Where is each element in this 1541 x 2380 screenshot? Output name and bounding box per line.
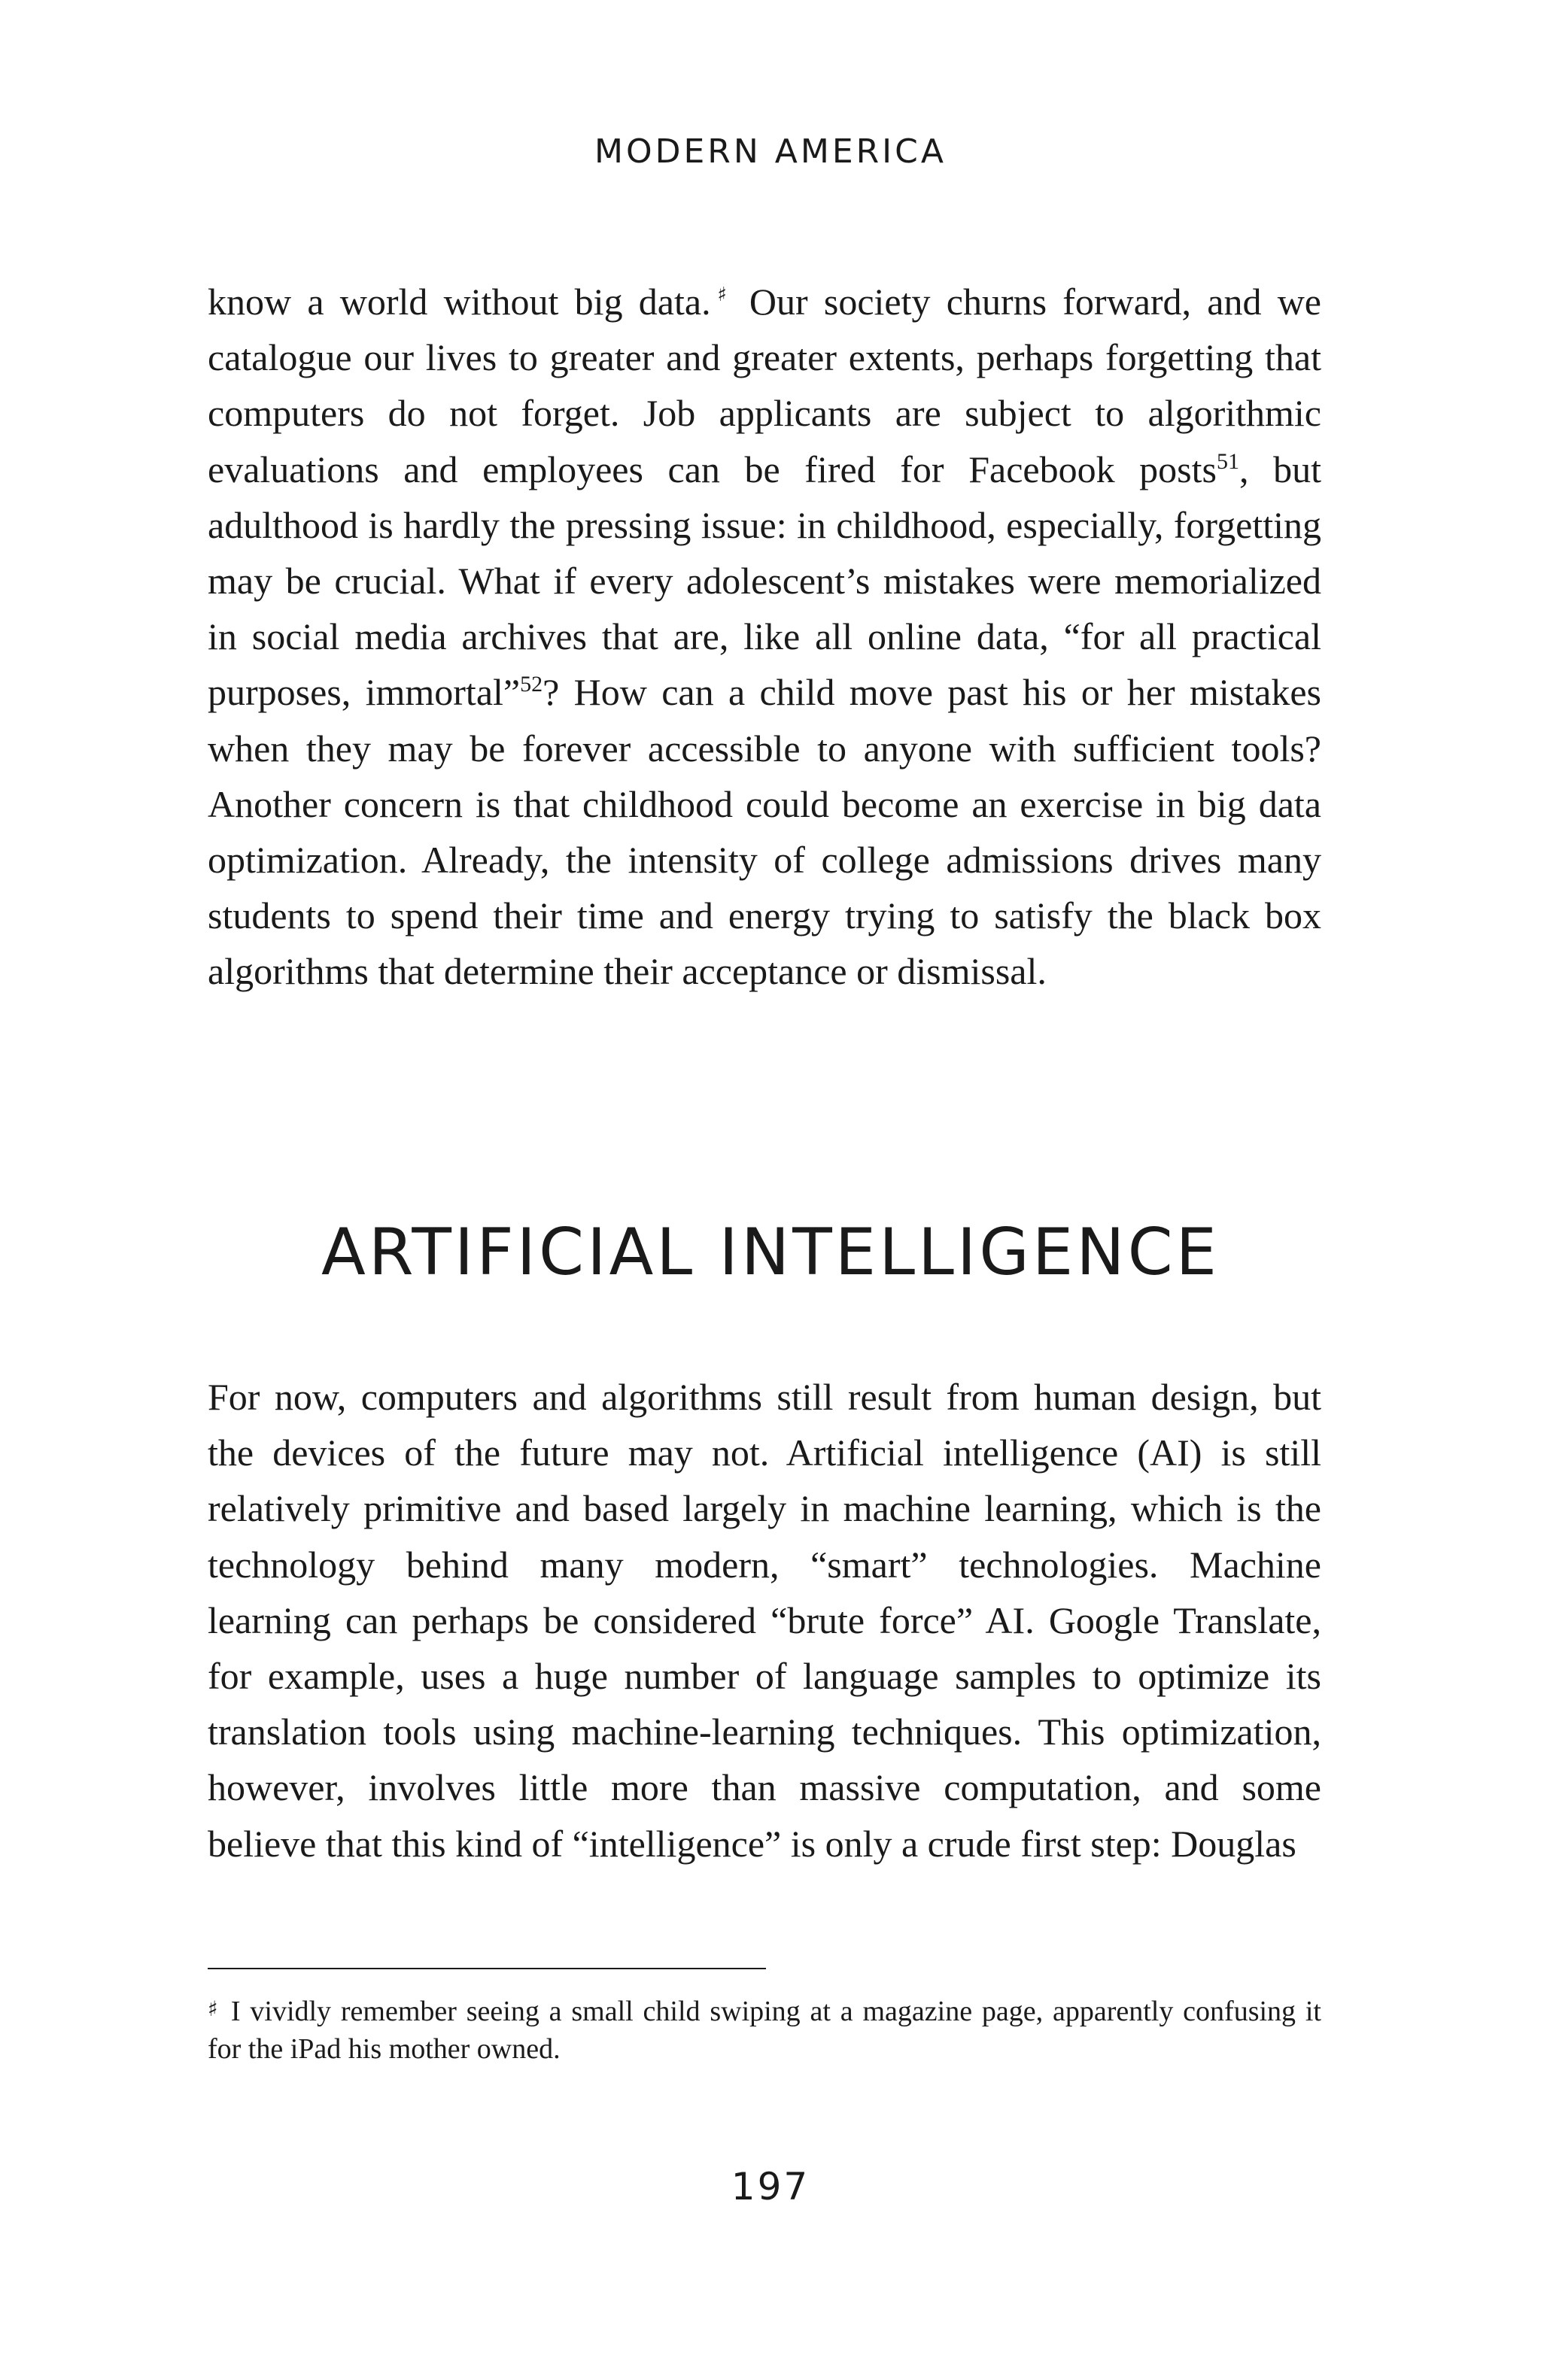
page-number: 197 (731, 2165, 810, 2208)
footnote-text: I vividly remember seeing a small child swiping at a magazine page, apparently confusing it for the iPad his mother owned. (208, 1996, 1321, 2065)
footnote-divider (208, 1968, 766, 1969)
paragraph-1-text-c: , but adulthood is hardly the pressing issue: in childhood, especially, forgetting may be crucial. What if every adolescent’s mistakes were memorialized in social media archives that are, like all online data, “for all practical purposes, immortal” (208, 448, 1321, 714)
footnote (208, 1990, 1321, 2068)
citation-51: 51 (1216, 448, 1239, 474)
body-paragraph-2: For now, computers and algorithms still result from human design, but the devices of the future may not. Artificial intelligence (AI) is still relatively primitive and based largely in machine learning, which is the technology behind many modern, “smart” technologies. Machine learning can perhaps be considered “brute force” AI. Google Translate, for example, uses a huge number of language samples to optimize its translation tools using machine-learning techniques. This optimization, however, involves little more than massive computation, and some believe that this kind of “intelligence” is only a crude first step: Douglas (208, 1376, 1321, 1865)
paragraph-1-text-a: know a world without big data. (208, 281, 711, 323)
paragraph-1-text-b: Our society churns forward, and we catalogue our lives to greater and greater extents, perhaps forgetting that computers do not forget. Job applicants are subject to algorithmic evaluations and employees can be fired for Facebook posts (208, 281, 1322, 490)
section-heading: ARTIFICIAL INTELLIGENCE (321, 1215, 1220, 1290)
footnote-reference-marker: ♯ (710, 284, 734, 306)
footnote-marker: ♯ (208, 1996, 220, 2021)
paragraph-1-text-d: ? How can a child move past his or her mistakes when they may be forever accessible to anyone with sufficient tools? Another concern is that childhood could become an exercise in big data optimization. Already, the intensity of college admissions drives many students to spend their time and energy trying to satisfy the black box algorithms that determine their acceptance or dismissal. (208, 671, 1321, 993)
body-paragraph-1 (208, 274, 1321, 1000)
running-head: MODERN AMERICA (594, 132, 947, 171)
citation-52: 52 (520, 672, 543, 697)
